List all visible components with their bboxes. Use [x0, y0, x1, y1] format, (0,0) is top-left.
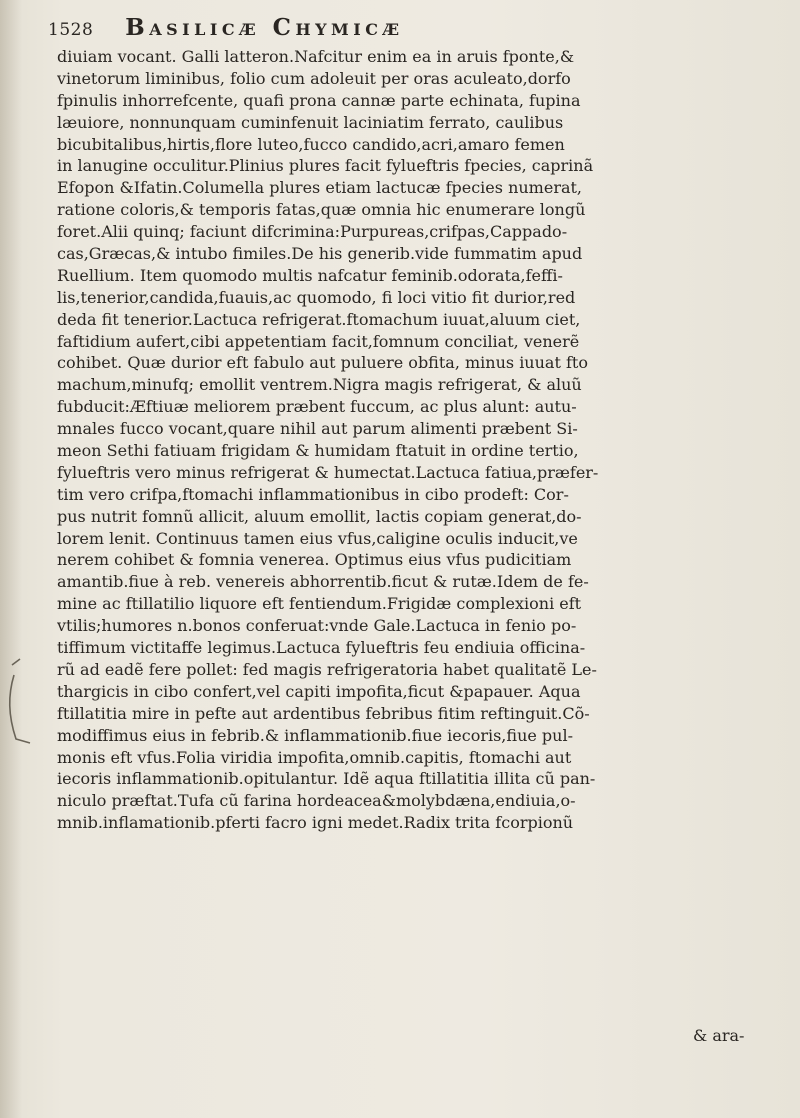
text-line: tiffimum victitaffe legimus.Lactuca fylueftris feu endiuia officina-: [57, 638, 586, 658]
text-line: niculo præftat.Tufa cũ farina hordeacea&molybdæna,endiuia,o-: [57, 791, 576, 811]
text-line: cohibet. Quæ durior eft fabulo aut puluere obfita, minus iuuat fto: [57, 353, 588, 373]
text-line: bicubitalibus,hirtis,flore luteo,fucco candido,acri,amaro femen: [57, 134, 565, 154]
text-line: Efopon &Ifatin.Columella plures etiam lactucæ fpecies numerat,: [57, 178, 583, 198]
text-line: pus nutrit fomnũ allicit, aluum emollit, lactis copiam generat,do-: [57, 506, 582, 526]
text-line: ratione coloris,& temporis fatas,quæ omnia hic enumerare longũ: [57, 200, 586, 220]
body-text: [57, 46, 757, 834]
text-line: læuiore, nonnunquam cuminfenuit laciniatim ferrato, caulibus: [57, 112, 564, 132]
text-line: fpinulis inhorrefcente, quafi prona cannæ parte echinata, fupina: [57, 90, 581, 110]
text-line: lis,tenerior,candida,fuauis,ac quomodo, fi loci vitio fit durior,red: [57, 287, 576, 307]
text-line: mine ac ftillatilio liquore eft fentiendum.Frigidæ complexioni eft: [57, 594, 582, 614]
text-line: tim vero crifpa,ftomachi inflammationibus in cibo prodeft: Cor-: [57, 484, 569, 504]
text-line: ftillatitia mire in pefte aut ardentibus febribus fitim reftinguit.Cõ-: [57, 703, 590, 723]
text-line: modiffimus eius in febrib.& inflammationib.fiue iecoris,fiue pul-: [57, 725, 573, 745]
text-line: thargicis in cibo confert,vel capiti impofita,ficut &papauer. Aqua: [57, 681, 581, 701]
text-line: fylueftris vero minus refrigerat & humectat.Lactuca fatiua,præfer-: [57, 462, 599, 482]
text-line: faftidium aufert,cibi appetentiam facit,fomnum conciliat, venerẽ: [57, 331, 580, 351]
margin-bracket-mark: [2, 655, 42, 745]
text-line: monis eft vfus.Folia viridia impofita,omnib.capitis, ftomachi aut: [57, 747, 572, 767]
page-header: [48, 14, 768, 44]
text-line: vtilis;humores n.bonos conferuat:vnde Gale.Lactuca in fenio po-: [57, 616, 577, 636]
text-line: fubducit:Æftiuæ meliorem præbent fuccum, ac plus alunt: autu-: [57, 397, 577, 417]
gutter-shadow: [0, 0, 22, 1118]
text-line: foret.Alii quinq; faciunt difcrimina:Purpureas,crifpas,Cappado-: [57, 222, 568, 242]
page-number: 1528: [48, 20, 94, 40]
text-line: rũ ad eadẽ fere pollet: fed magis refrigeratoria habet qualitatẽ Le-: [57, 659, 597, 679]
catchword: & ara-: [693, 1026, 745, 1045]
text-line: mnales fucco vocant,quare nihil aut parum alimenti præbent Si-: [57, 419, 578, 439]
text-line: nerem cohibet & fomnia venerea. Optimus eius vfus pudicitiam: [57, 550, 572, 570]
text-line: mnib.inflamationib.pferti facro igni medet.Radix trita fcorpionũ: [57, 813, 574, 833]
text-line: vinetorum liminibus, folio cum adoleuit per oras aculeato,dorfo: [57, 68, 571, 88]
text-line: meon Sethi fatiuam frigidam & humidam ftatuit in ordine tertio,: [57, 441, 579, 461]
text-line: diuiam vocant. Galli latteron.Nafcitur enim ea in aruis fponte,&: [57, 47, 575, 66]
text-line: deda fit tenerior.Lactuca refrigerat.ftomachum iuuat,aluum ciet,: [57, 309, 581, 329]
text-line: lorem lenit. Continuus tamen eius vfus,caligine oculis inducit,ve: [57, 528, 578, 548]
text-line: in lanugine occulitur.Plinius plures facit fylueftris fpecies, caprinã: [57, 156, 594, 176]
text-line: machum,minufq; emollit ventrem.Nigra magis refrigerat, & aluũ: [57, 375, 582, 395]
running-title: Basilicæ Chymicæ: [125, 14, 404, 41]
text-line: cas,Græcas,& intubo fimiles.De his generib.vide fummatim apud: [57, 244, 583, 264]
text-line: Ruellium. Item quomodo multis nafcatur feminib.odorata,feffi-: [57, 265, 563, 285]
text-line: amantib.fiue à reb. venereis abhorrentib.ficut & rutæ.Idem de fe-: [57, 572, 589, 592]
text-line: iecoris inflammationib.opitulantur. Idẽ aqua ftillatitia illita cũ pan-: [57, 769, 596, 789]
